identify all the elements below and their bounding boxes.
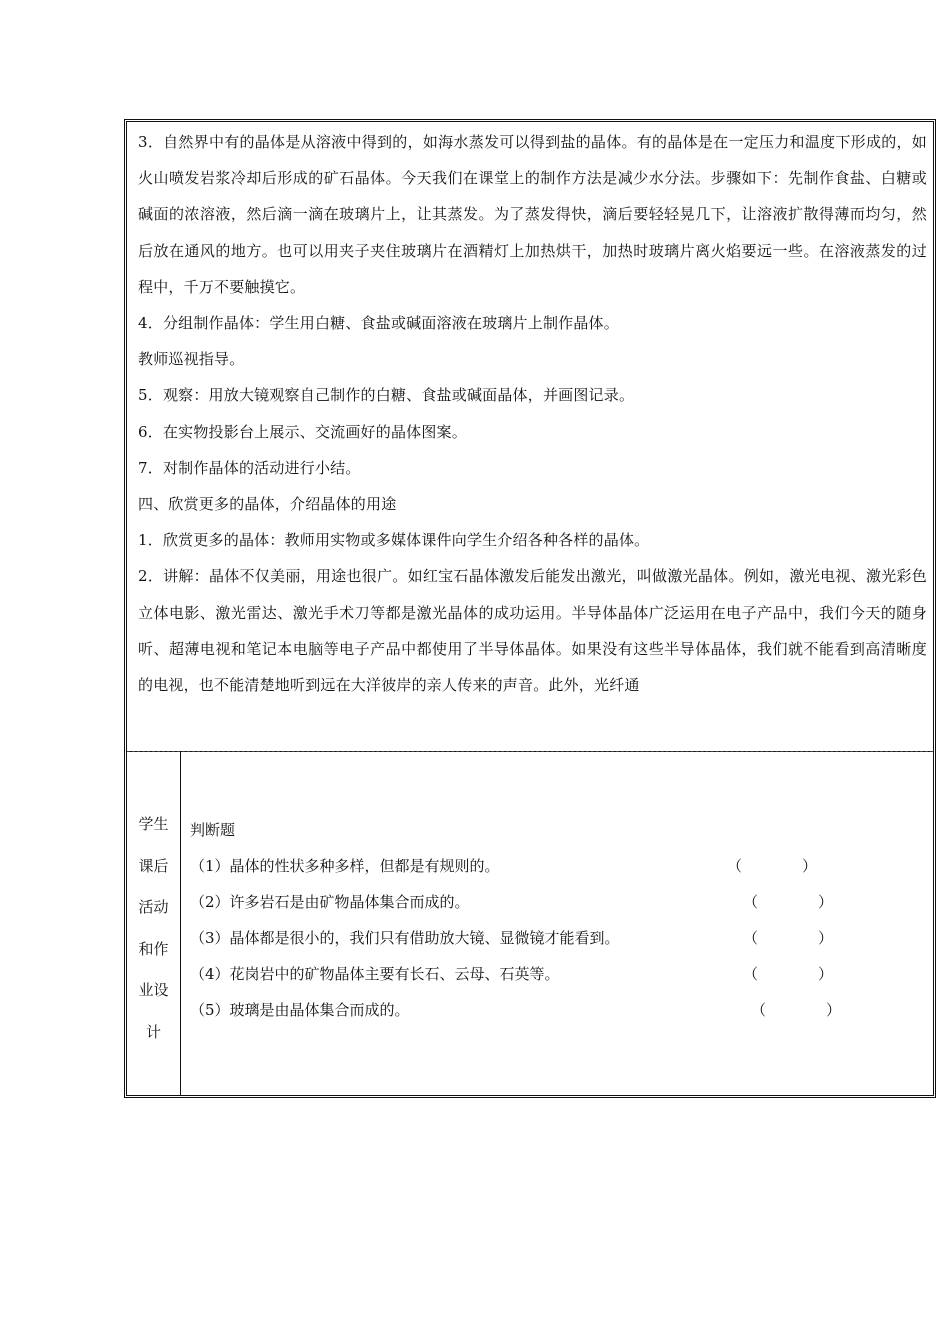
answer-blank[interactable]: （ ）: [743, 929, 834, 947]
label-line: 课后: [138, 856, 169, 875]
label-line: 业设: [138, 981, 169, 999]
label-line: 计: [145, 1022, 161, 1041]
paragraph-step-5: 5．观察：用放大镜观察自己制作的白糖、食盐或碱面晶体，并画图记录。: [138, 386, 635, 405]
question-item: [190, 992, 923, 1028]
homework-title: 判断题: [190, 821, 236, 839]
question-item: [190, 956, 923, 992]
paragraph-step-7: 7．对制作晶体的活动进行小结。: [138, 458, 361, 477]
homework-label-cell: [127, 752, 181, 1095]
label-line: 和作: [138, 939, 169, 958]
homework-content: [190, 812, 923, 1028]
lesson-paragraphs: [138, 124, 927, 703]
paragraph-teacher-guide: 教师巡视指导。: [138, 350, 245, 369]
paragraph-step-3: 3．自然界中有的晶体是从溶液中得到的，如海水蒸发可以得到盐的晶体。有的晶体是在一定压力和温度下形成的，如火山喷发岩浆冷却后形成的矿石晶体。今天我们在课堂上的制作方法是减少水分法。步骤如下：先制作食盐、白糖或碱面的浓溶液，然后滴一滴在玻璃片上，让其蒸发。为了蒸发得快，滴后要轻轻晃几下，让溶液扩散得薄而均匀，然后放在通风的地方。也可以用夹子夹住玻璃片在酒精灯上加热烘干，加热时玻璃片离火焰要远一些。在溶液蒸发的过程中，千万不要触摸它。: [138, 133, 927, 296]
question-text: （1）晶体的性状多种多样，但都是有规则的。: [190, 857, 500, 875]
label-line: 学生: [138, 815, 169, 833]
answer-blank[interactable]: （ ）: [751, 1001, 842, 1019]
paragraph-appreciate: 1．欣赏更多的晶体：教师用实物或多媒体课件向学生介绍各种各样的晶体。: [138, 531, 650, 550]
section-heading-4: 四、欣赏更多的晶体，介绍晶体的用途: [138, 495, 397, 514]
question-text: （2）许多岩石是由矿物晶体集合而成的。: [190, 893, 470, 911]
answer-blank[interactable]: （ ）: [743, 965, 834, 983]
lesson-content-cell: [127, 122, 933, 752]
lesson-plan-table: [124, 119, 936, 1098]
question-text: （4）花岗岩中的矿物晶体主要有长石、云母、石英等。: [190, 965, 560, 983]
paragraph-explain: 2．讲解：晶体不仅美丽，用途也很广。如红宝石晶体激发后能发出激光，叫做激光晶体。例如，激光电视、激光彩色立体电影、激光雷达、激光手术刀等都是激光晶体的成功运用。半导体晶体广泛运用在电子产品中，我们今天的随身听、超薄电视和笔记本电脑等电子产品中都使用了半导体晶体。如果没有这些半导体晶体，我们就不能看到高清晰度的电视，也不能清楚地听到远在大洋彼岸的亲人传来的声音。此外，光纤通: [138, 567, 927, 695]
paragraph-step-4: 4．分组制作晶体：学生用白糖、食盐或碱面溶液在玻璃片上制作晶体。: [138, 314, 619, 333]
divider-line: [127, 751, 933, 752]
label-line: 活动: [138, 898, 169, 916]
question-text: （3）晶体都是很小的，我们只有借助放大镜、显微镜才能看到。: [190, 929, 620, 947]
homework-label: [127, 804, 180, 1053]
answer-blank[interactable]: （ ）: [743, 893, 834, 911]
question-item: [190, 920, 923, 956]
question-text: （5）玻璃是由晶体集合而成的。: [190, 1001, 410, 1019]
question-item: [190, 884, 923, 920]
question-item: [190, 848, 923, 884]
answer-blank[interactable]: （ ）: [727, 857, 818, 875]
paragraph-step-6: 6．在实物投影台上展示、交流画好的晶体图案。: [138, 422, 467, 441]
